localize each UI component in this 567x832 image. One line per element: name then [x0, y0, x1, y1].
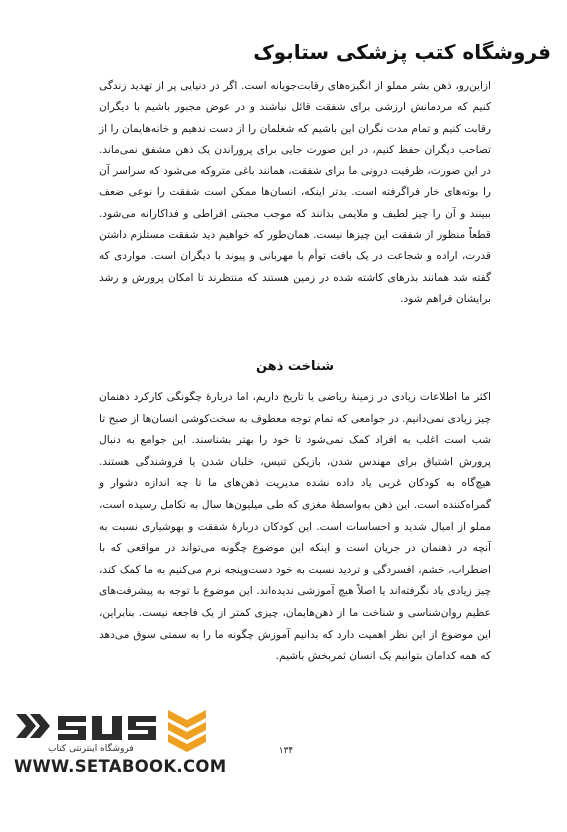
stacked-books-icon — [162, 706, 212, 752]
watermark-url: WWW.SETABOOK.COM — [14, 757, 227, 776]
section-heading: شناخت ذهن — [255, 359, 334, 374]
page-header-title: فروشگاه کتب پزشکی ستابوک — [253, 40, 551, 64]
seta-watermark-logo — [12, 706, 232, 756]
body-paragraph-2: اکثر ما اطلاعات زیادی در زمینهٔ ریاضی یا تاریخ داریم، اما دربارهٔ چگونگی کارکرد ذهنمان چیز زیادی نمی‌دانیم. در جوامعی که تمام توجه معطوف به سخت‌کوشی انسان‌ها از صبح تا شب است اغلب به افراد کمک نمی‌شود تا خود را بهتر بشناسند. این جوامع به دنبال پرورش اشتیاق برای مهندس شدن، بازیکن تنیس، خلبان شدن یا فروشندگی هستند. هیچ‌گاه به کودکان غربی یاد داده نشده مدیریت ذهن‌های ما تا چه اندازه دشوار و گمراه‌کننده است. این ذهن به‌واسطهٔ مغزی که طی میلیون‌ها سال به تکامل رسیده است، مملو از امیال شدید و احساسات است. این کودکان دربارهٔ شفقت و بهوشیاری نسبت به آنچه در ذهنمان در جریان است و اینکه این موضوع چگونه می‌تواند در مواقعی که با اضطراب، خشم، افسردگی و تردید نسبت به خود دست‌وپنجه نرم می‌کنیم به ما کمک کند، چیز زیادی یاد نگرفته‌اند یا اصلاً هیچ آموزشی ندیده‌اند. این موضوع با توجه به پیشرفت‌های عظیم روان‌شناسی و شناخت ما از ذهن‌هایمان، چیزی کمتر از یک فاجعه نیست. بنابراین، این موضوع از این نظر اهمیت دارد که بدانیم آموزش چگونه ما را به سمتی سوق می‌دهد که همه کدامان بتوانیم یک انسان ثمربخش باشیم. — [99, 391, 491, 663]
body-paragraph-1: ازاین‌رو، ذهن بشر مملو از انگیزه‌های رقابت‌جویانه است. اگر در دنیایی پر از تهدید زندگی کنیم که مردمانش ارزشی برای شفقت قائل نباشند و در عوض مجبور باشیم با دیگران رقابت کنیم و تمام مدت نگران این باشیم که شغلمان را از دست ندهیم و خانه‌هایمان را از تصاحب دیگران حفظ کنیم، در این صورت جایی برای پروراندن یک ذهن مشفق نمی‌ماند. در این صورت، ظرفیت درونی ما برای شفقت، همانند باغی متروکه می‌شود که سراسر آن را بوته‌های خار فراگرفته است. بدتر اینکه، انسان‌ها ممکن است شفقت را نوعی ضعف ببینند و آن را چیز لطیف و ملایمی بدانند که موجب مجبتی افراطی و فداکارانه می‌شود. قطعاً منظور از شفقت این چیزها نیست. همان‌طور که خواهیم دید شفقت مستلزم داشتن قدرت، اراده و شجاعت در یک بافت توأم با مهربانی و پیوند با دیگران است. مواردی که گفته شد همانند بذرهای کاشته شده در زمین هستند که منتظرند تا امکان پرورش و رشد برایشان فراهم شود. — [99, 80, 491, 305]
page-number: ۱۳۴ — [278, 746, 294, 756]
seta-logo-icon — [12, 706, 162, 746]
watermark-subtitle: فروشگاه اینترنتی کتاب — [48, 744, 134, 754]
